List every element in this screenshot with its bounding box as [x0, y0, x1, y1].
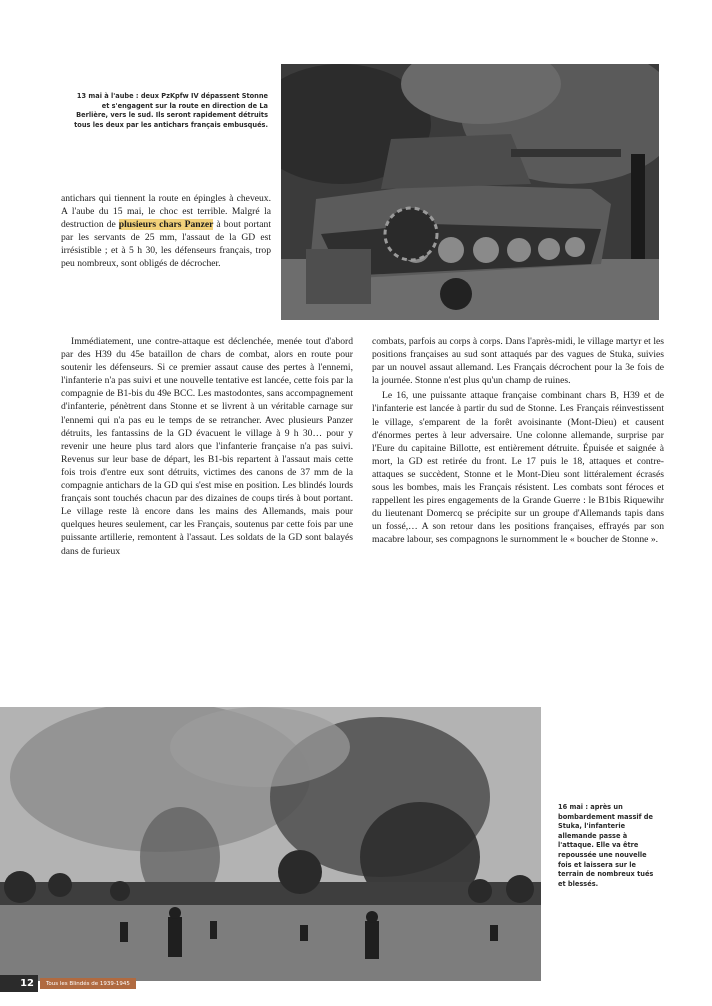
battlefield-photo: [0, 707, 541, 981]
text-column-left: [61, 335, 353, 560]
text-column-right: [372, 335, 664, 549]
paragraph: Immédiatement, une contre-attaque est déclenchée, menée tout d'abord par des H39 du 45e bataillon de chars de combat, alors en route pour soutenir les défenseurs. Si ce premier assaut cause des pertes à l'ennemi, l'infanterie n'a pas suivi et une nouvelle tentative est lancée, cette fois par la compagnie de B1-bis du 49e BCC. Les mastodontes, sans accompagnement d'infanterie, pénètrent dans Stonne et se livrent à un véritable carnage sur l'ennemi qui n'a pas eu le temps de se retrancher. Avec plusieurs Panzer détruits, les fantassins de la GD évacuent le village à 9 h 30… pour y revenir une heure plus tard alors que l'infanterie française n'a pas suivi. Revenus sur leur base de départ, les B1-bis repartent à l'assaut mais cette fois trois d'entre eux sont détruits, victimes des canons de 37 mm de la compagnie antichars de la GD qui s'est mise en position. Les blindés lourds français sont touchés chacun par des dizaines de coups tirés à bout portant. Le village reste là encore dans les mains des Allemands, mais pour quelques heures seulement, car les Français, soutenus par cette fois par une puissante artillerie, remontent à l'assaut. Les soldats de la GD sont balayés dans de furieux: [61, 336, 353, 557]
page-footer: [0, 975, 160, 992]
tank-photo: [281, 64, 659, 320]
paragraph: Le 16, une puissante attaque française combinant chars B, H39 et de l'infanterie est lancée à partir du sud de Stonne. Les Français réinvestissent le village, s'emparent de la forêt avoisinante (Mont-Dieu) et causent d'énormes pertes à leur adversaire. Une colonne allemande, surprise par l'Eure du capitaine Billotte, est entièrement détruite. Épuisée et saignée à mort, la GD est retirée du front. Le 17 puis le 18, attaques et contre-attaques se succèdent, Stonne et le Mont-Dieu sont littéralement écrasés sous les bombes, mais les Français résistent. Les combats sont féroces et rappellent les pires engagements de la Grande Guerre : le B1bis Riquewihr du lieutenant Domercq se précipite sur un groupe d'Allemands tapis dans un fossé,… A son retour dans les positions françaises, effrayés par son macabre labour, ses compagnons le surnomment le « boucher de Stonne ».: [372, 390, 664, 546]
highlighted-phrase: plusieurs chars Panzer: [118, 219, 214, 231]
tank-photo-drawing: [281, 64, 659, 320]
bottom-photo-caption: 16 mai : après un bombardement massif de Stuka, l'infanterie allemande passe à l'attaque. Elle va être repoussée une nouvelle fois et laissera sur le terrain de nombreux tués et blessés.: [558, 803, 654, 888]
battlefield-photo-drawing: [0, 707, 541, 981]
page-number: 12: [0, 975, 38, 992]
lead-text-before: antichars qui tiennent la route en épingles à cheveux. A l'aube du 15 mai, le choc est terrible. Malgré la destruction de: [61, 193, 271, 231]
top-photo-caption: 13 mai à l'aube : deux PzKpfw IV dépassent Stonne et s'engagent sur la route en direction de La Berlière, vers le sud. Ils seront rapidement détruits tous les deux par les antichars français embusqués.: [74, 92, 268, 129]
publication-title: Tous les Blindés de 1939-1945: [40, 978, 136, 989]
lead-text-after: à bout portant par les servants de 25 mm, l'assaut de la GD est irrésistible ; et à 5 h 30, les défenseurs français, trop peu nombreux, sont obligés de décrocher.: [61, 219, 271, 270]
lead-paragraph: [61, 192, 271, 271]
paragraph: combats, parfois au corps à corps. Dans l'après-midi, le village martyr et les positions françaises au sud sont attaqués par des vagues de Stuka, suivies par un nouvel assaut allemand. Les Français décrochent pour la 3e fois de la journée. Stonne n'est plus qu'un champ de ruines.: [372, 336, 664, 387]
